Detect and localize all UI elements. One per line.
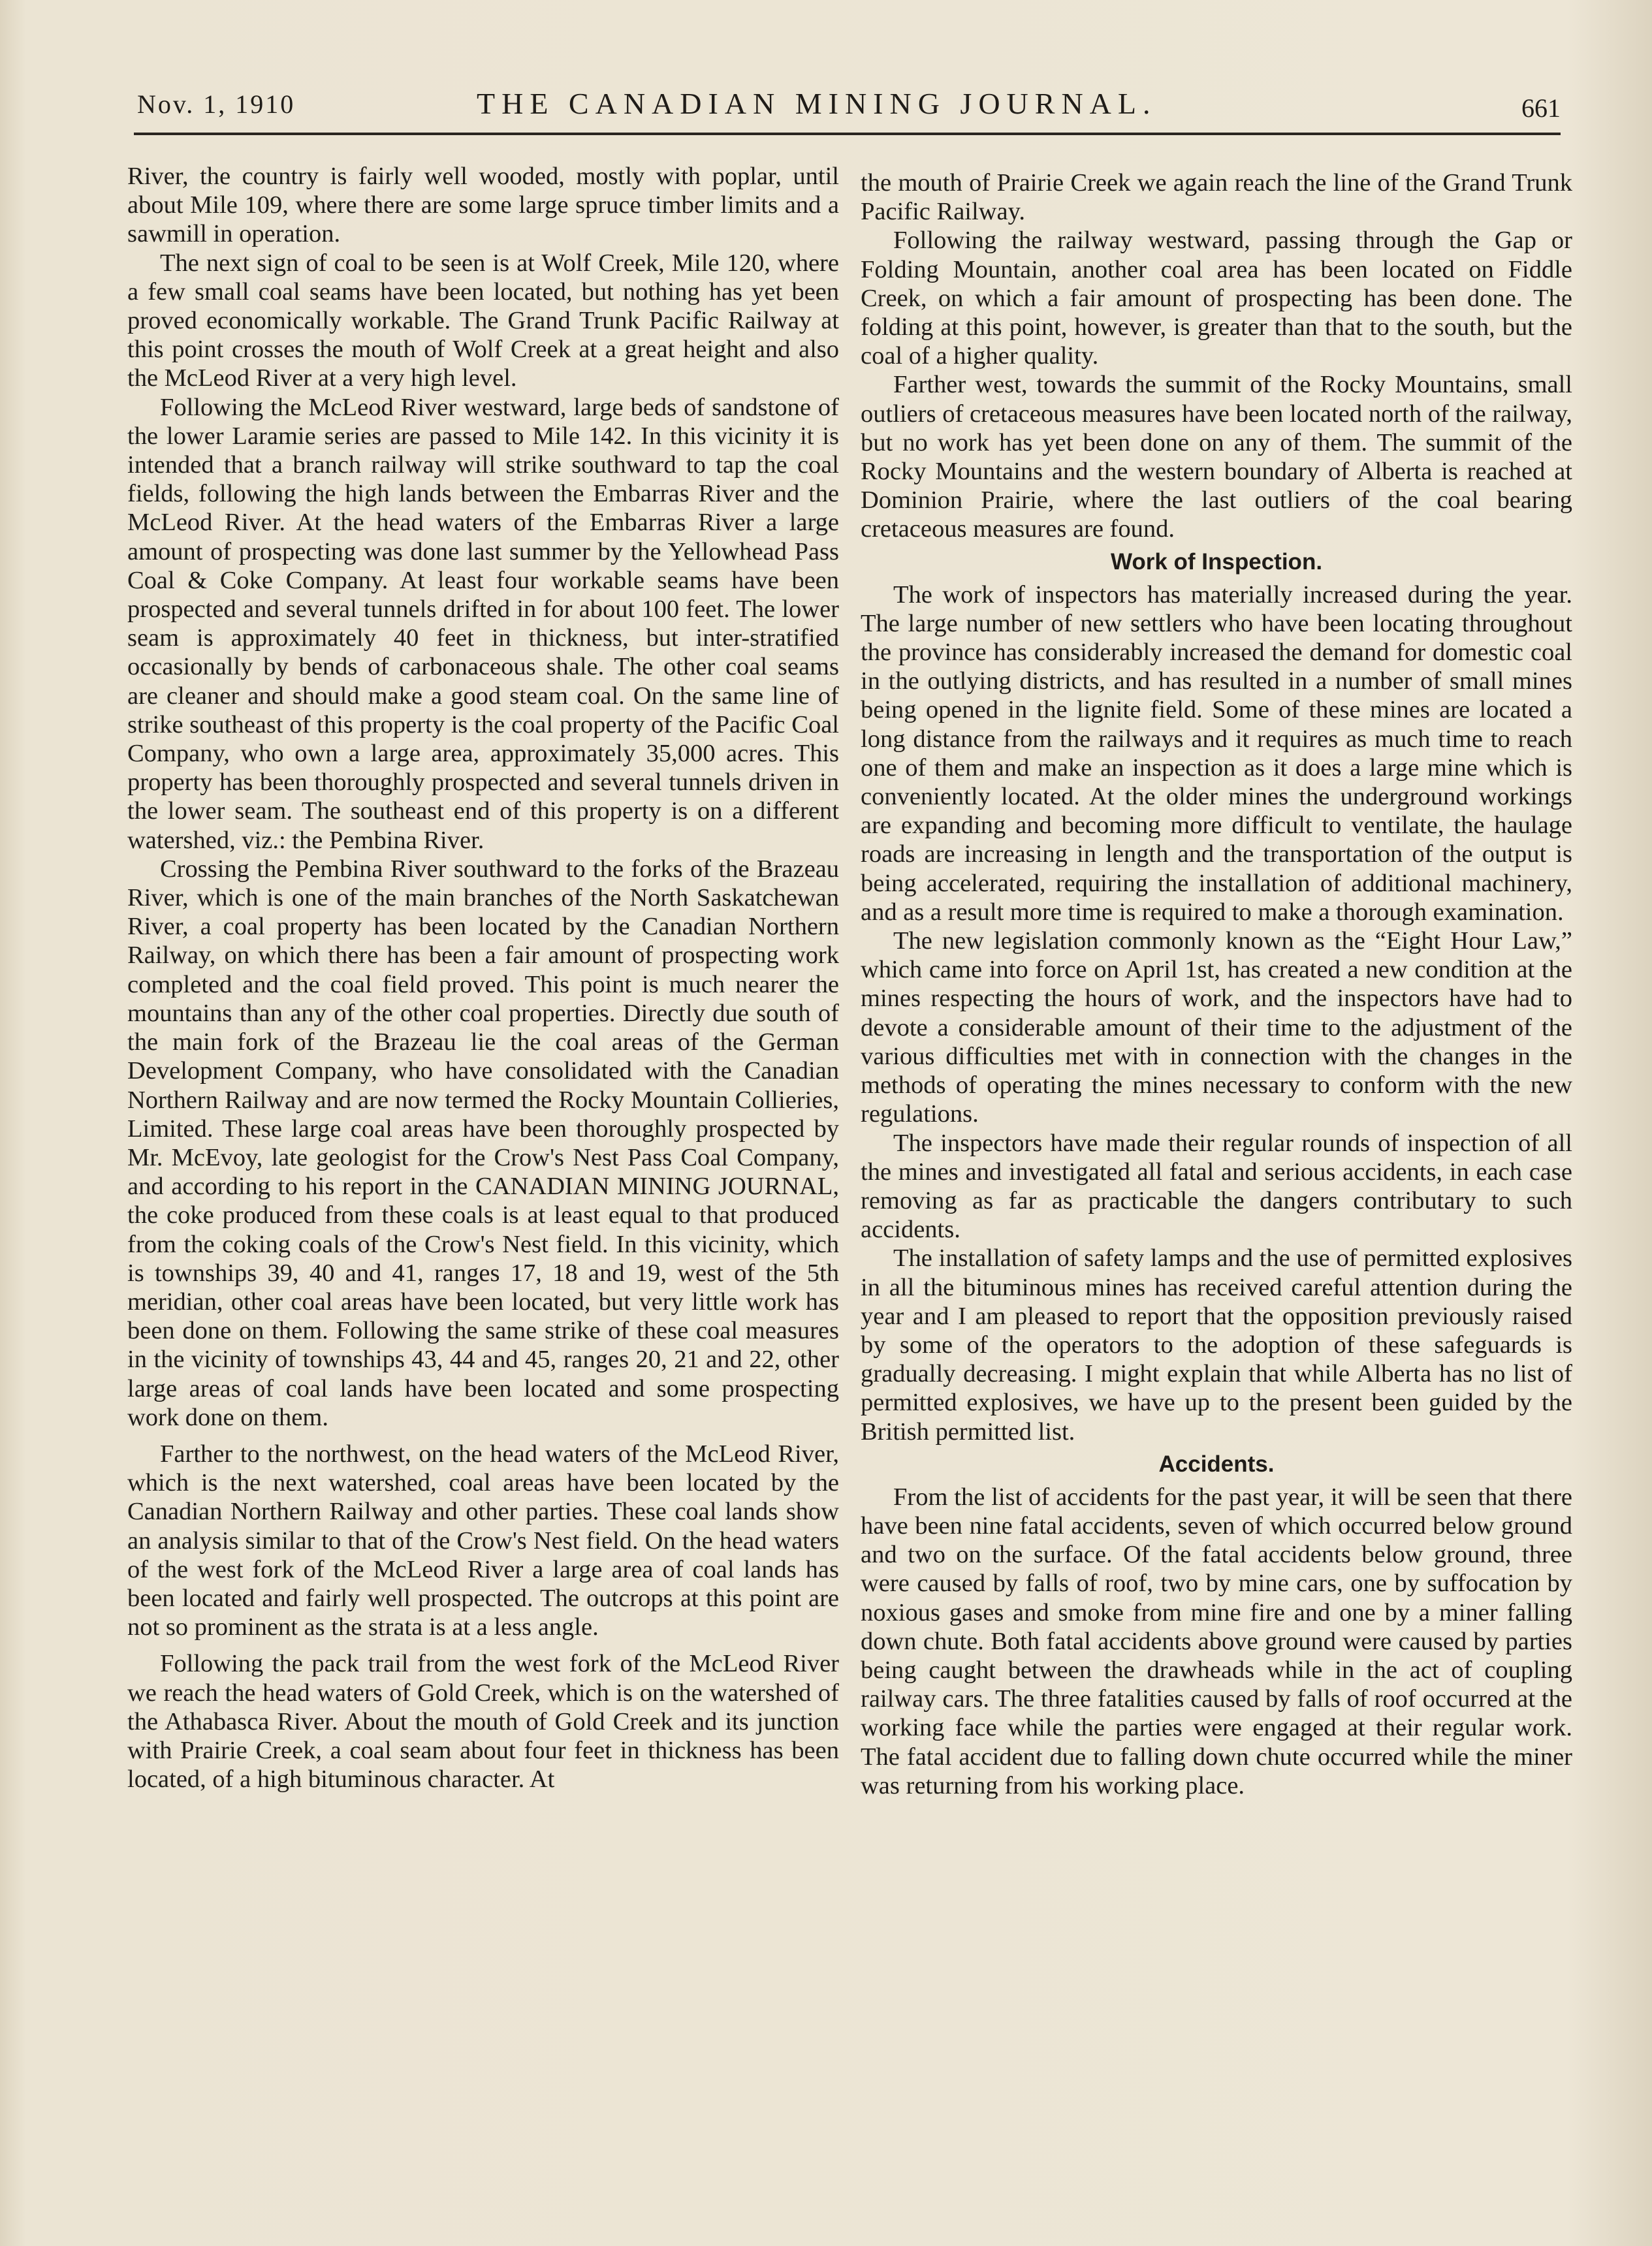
paragraph: Farther to the northwest, on the head waters of the McLeod River, which is the next watershed, coal areas have been located by the Canadian Northern Railway and other parties. These coal lands show an analysis similar to that of the Crow's Nest field. On the head waters of the west fork of the McLeod River a large area of coal lands has been located and fairly well prospected. The outcrops at this point are not so prominent as the strata is at a less angle. [127, 1440, 839, 1641]
left-column [127, 162, 839, 2134]
paragraph: the mouth of Prairie Creek we again reach the line of the Grand Trunk Pacific Railway. [861, 169, 1572, 226]
paragraph: The new legislation commonly known as the “Eight Hour Law,” which came into force on April 1st, has created a new condition at the mines respecting the hours of work, and the inspectors have had to devote a considerable amount of their time to the adjustment of the various difficulties met with in connection with the changes in the methods of operating the mines necessary to conform with the new regulations. [861, 927, 1572, 1128]
paragraph: Following the McLeod River westward, large beds of sandstone of the lower Laramie series are passed to Mile 142. In this vicinity it is intended that a branch railway will strike southward to tap the coal fields, following the high lands between the Embarras River and the McLeod River. At the head waters of the Embarras River a large amount of prospecting was done last summer by the Yellowhead Pass Coal & Coke Company. At least four workable seams have been prospected and several tunnels drifted in for about 100 feet. The lower seam is approximately 40 feet in thickness, but inter-stratified occasionally by bends of carbonaceous shale. The other coal seams are cleaner and should make a good steam coal. On the same line of strike southeast of this property is the coal property of the Pacific Coal Company, who own a large area, approximately 35,000 acres. This property has been thoroughly prospected and several tunnels driven in the lower seam. The southeast end of this property is on a different watershed, viz.: the Pembina River. [127, 393, 839, 854]
journal-title: THE CANADIAN MINING JOURNAL. [477, 87, 1157, 120]
paragraph: From the list of accidents for the past year, it will be seen that there have been nine fatal accidents, seven of which occurred below ground and two on the surface. Of the fatal accidents below ground, three were caused by falls of roof, two by mine cars, one by suffocation by noxious gases and smoke from mine fire and one by a miner falling down chute. Both fatal accidents above ground were caused by parties being caught between the drawheads while in the act of coupling railway cars. The three fatalities caused by falls of roof occurred at the working face while the parties were engaged at their regular work. The fatal accident due to falling down chute occurred while the miner was returning from his working place. [861, 1483, 1572, 1799]
paragraph: Following the railway westward, passing through the Gap or Folding Mountain, another coal area has been located on Fiddle Creek, on which a fair amount of prospecting has been done. The folding at this point, however, is greater than that to the south, but the coal of a higher quality. [861, 227, 1572, 370]
page-number: 661 [1521, 93, 1561, 123]
paragraph: The work of inspectors has materially increased during the year. The large number of new settlers who have been locating throughout the province has considerably increased the demand for domestic coal in the outlying districts, and has resulted in a number of small mines being opened in the lignite field. Some of these mines are located a long distance from the railways and it requires as much time to reach one of them and make an inspection as it does a large mine which is conveniently located. At the older mines the underground workings are expanding and becoming more difficult to ventilate, the haulage roads are increasing in length and the transportation of the output is being accelerated, requiring the installation of additional machinery, and as a result more time is required to make a thorough examination. [861, 580, 1572, 926]
right-column [861, 168, 1572, 2140]
paragraph: The next sign of coal to be seen is at Wolf Creek, Mile 120, where a few small coal seams have been located, but nothing has yet been proved economically workable. The Grand Trunk Pacific Railway at this point crosses the mouth of Wolf Creek at a great height and also the McLeod River at a very high level. [127, 249, 839, 392]
page-header [137, 86, 1561, 132]
paragraph: Following the pack trail from the west fork of the McLeod River we reach the head waters of Gold Creek, which is on the watershed of the Athabasca River. About the mouth of Gold Creek and its junction with Prairie Creek, a coal seam about four feet in thickness has been located, of a high bituminous character. At [127, 1650, 839, 1794]
header-rule [134, 133, 1561, 135]
paragraph: The inspectors have made their regular rounds of inspection of all the mines and investigated all fatal and serious accidents, in each case removing as far as practicable the dangers contributary to such accidents. [861, 1129, 1572, 1244]
paragraph: River, the country is fairly well wooded, mostly with poplar, until about Mile 109, where there are some large spruce timber limits and a sawmill in operation. [127, 163, 839, 248]
paragraph: The installation of safety lamps and the use of permitted explosives in all the bituminous mines has received careful attention during the year and I am pleased to report that the opposition previously raised by some of the operators to the adoption of these safeguards is gradually decreasing. I might explain that while Alberta has no list of permitted explosives, we have up to the present been guided by the British permitted list. [861, 1244, 1572, 1446]
issue-date: Nov. 1, 1910 [137, 89, 296, 119]
paragraph: Farther west, towards the summit of the Rocky Mountains, small outliers of cretaceous measures have been located north of the railway, but no work has yet been done on any of them. The summit of the Rocky Mountains and the western boundary of Alberta is reached at Dominion Prairie, where the last outliers of the coal bearing cretaceous measures are found. [861, 371, 1572, 543]
section-heading-accidents: Accidents. [1158, 1451, 1275, 1477]
paragraph: Crossing the Pembina River southward to the forks of the Brazeau River, which is one of the main branches of the North Saskatchewan River, a coal property has been located by the Canadian Northern Railway, on which there has been a fair amount of prospecting work completed and the coal field proved. This point is much nearer the mountains than any of the other coal properties. Directly due south of the main fork of the Brazeau lie the coal areas of the German Development Company, who have consolidated with the Canadian Northern Railway and are now termed the Rocky Mountain Collieries, Limited. These large coal areas have been thoroughly prospected by Mr. McEvoy, late geologist for the Crow's Nest Pass Coal Company, and according to his report in the CANADIAN MINING JOURNAL, the coke produced from these coals is at least equal to that produced from the coking coals of the Crow's Nest field. In this vicinity, which is townships 39, 40 and 41, ranges 17, 18 and 19, west of the 5th meridian, other coal areas have been located, but very little work has been done on them. Following the same strike of these coal measures in the vicinity of townships 43, 44 and 45, ranges 20, 21 and 22, other large areas of coal lands have been located and some prospecting work done on them. [127, 855, 839, 1431]
section-heading-inspection: Work of Inspection. [1110, 548, 1323, 575]
